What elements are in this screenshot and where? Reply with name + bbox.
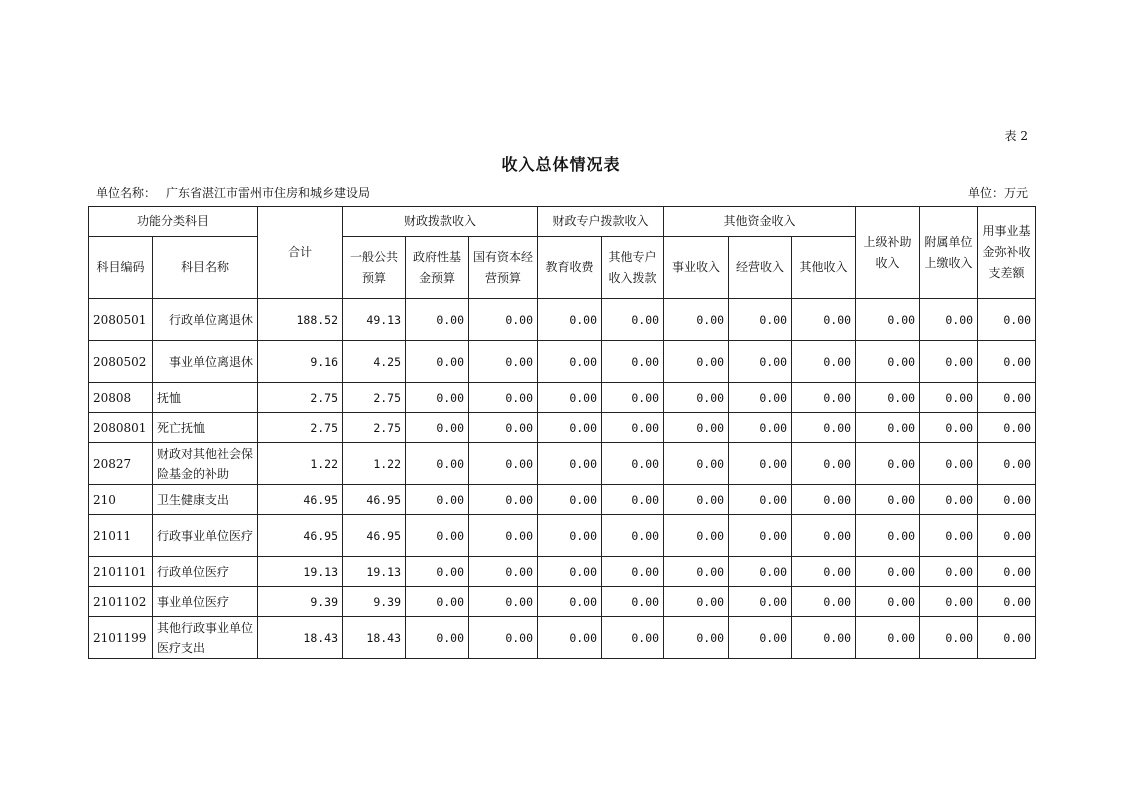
- row-value: 0.00: [729, 515, 792, 557]
- row-value: 0.00: [856, 557, 920, 587]
- row-value: 2.75: [343, 413, 406, 443]
- row-value: 0.00: [978, 443, 1036, 485]
- header-fiscal-special: 财政专户拨款收入: [538, 207, 664, 237]
- row-value: 0.00: [978, 485, 1036, 515]
- header-name: 科目名称: [153, 237, 258, 299]
- row-value: 19.13: [258, 557, 343, 587]
- row-value: 0.00: [729, 383, 792, 413]
- row-value: 0.00: [920, 617, 978, 659]
- row-value: 0.00: [664, 587, 729, 617]
- header-superior-subsidy: 上级补助收入: [856, 207, 920, 299]
- header-row-1: [89, 207, 1036, 237]
- table-row: [89, 485, 1036, 515]
- row-value: 188.52: [258, 299, 343, 341]
- row-value: 0.00: [602, 413, 664, 443]
- table-row: [89, 557, 1036, 587]
- row-value: 0.00: [856, 485, 920, 515]
- row-value: 0.00: [602, 443, 664, 485]
- row-value: 0.00: [538, 413, 602, 443]
- row-value: 0.00: [729, 413, 792, 443]
- row-value: 0.00: [729, 341, 792, 383]
- row-value: 0.00: [856, 443, 920, 485]
- row-value: 0.00: [538, 443, 602, 485]
- row-value: 0.00: [602, 383, 664, 413]
- row-value: 0.00: [729, 557, 792, 587]
- header-other-special: 其他专户收入拨款: [602, 237, 664, 299]
- row-value: 0.00: [406, 341, 469, 383]
- row-value: 0.00: [729, 587, 792, 617]
- row-value: 0.00: [664, 485, 729, 515]
- row-value: 46.95: [343, 515, 406, 557]
- header-fiscal-allocation: 财政拨款收入: [343, 207, 538, 237]
- row-value: 0.00: [856, 299, 920, 341]
- table-row: [89, 443, 1036, 485]
- row-value: 9.39: [343, 587, 406, 617]
- row-value: 0.00: [729, 617, 792, 659]
- row-value: 0.00: [856, 617, 920, 659]
- header-gov-fund: 政府性基金预算: [406, 237, 469, 299]
- row-code: 21011: [89, 515, 153, 557]
- header-reserve-fund: 用事业基金弥补收支差额: [978, 207, 1036, 299]
- row-value: 0.00: [978, 299, 1036, 341]
- row-name: 财政对其他社会保险基金的补助: [153, 443, 258, 485]
- table-row: [89, 383, 1036, 413]
- row-value: 0.00: [469, 485, 538, 515]
- row-value: 0.00: [792, 383, 856, 413]
- row-value: 0.00: [664, 515, 729, 557]
- row-value: 1.22: [258, 443, 343, 485]
- row-value: 0.00: [792, 617, 856, 659]
- row-value: 0.00: [978, 557, 1036, 587]
- row-code: 2101102: [89, 587, 153, 617]
- table-row: [89, 413, 1036, 443]
- row-value: 0.00: [538, 617, 602, 659]
- row-value: 0.00: [664, 299, 729, 341]
- row-code: 210: [89, 485, 153, 515]
- row-value: 0.00: [406, 587, 469, 617]
- row-value: 0.00: [602, 485, 664, 515]
- header-total: 合计: [258, 207, 343, 299]
- table-row: [89, 587, 1036, 617]
- row-value: 0.00: [469, 413, 538, 443]
- row-code: 20827: [89, 443, 153, 485]
- row-value: 18.43: [343, 617, 406, 659]
- table-number: 表 2: [1004, 129, 1028, 143]
- row-value: 0.00: [856, 587, 920, 617]
- row-value: 0.00: [978, 413, 1036, 443]
- row-value: 19.13: [343, 557, 406, 587]
- row-value: 0.00: [664, 341, 729, 383]
- header-state-capital: 国有资本经营预算: [469, 237, 538, 299]
- row-value: 0.00: [792, 485, 856, 515]
- row-value: 0.00: [978, 617, 1036, 659]
- unit-name-value: 广东省湛江市雷州市住房和城乡建设局: [166, 186, 371, 200]
- unit-name-label: 单位名称：: [96, 186, 157, 200]
- table-row: [89, 341, 1036, 383]
- row-value: 0.00: [920, 515, 978, 557]
- row-value: 0.00: [920, 443, 978, 485]
- row-value: 0.00: [664, 383, 729, 413]
- row-value: 0.00: [469, 557, 538, 587]
- row-value: 0.00: [406, 383, 469, 413]
- row-value: 0.00: [920, 299, 978, 341]
- row-value: 0.00: [792, 413, 856, 443]
- header-func-category: 功能分类科目: [89, 207, 258, 237]
- row-value: 9.16: [258, 341, 343, 383]
- row-value: 2.75: [258, 383, 343, 413]
- row-value: 0.00: [406, 413, 469, 443]
- row-value: 0.00: [978, 383, 1036, 413]
- row-value: 2.75: [343, 383, 406, 413]
- row-value: 0.00: [978, 341, 1036, 383]
- row-code: 20808: [89, 383, 153, 413]
- row-value: 0.00: [792, 299, 856, 341]
- row-value: 0.00: [978, 515, 1036, 557]
- row-value: 0.00: [602, 341, 664, 383]
- row-value: 0.00: [920, 587, 978, 617]
- row-name: 行政单位离退休: [153, 299, 258, 341]
- row-value: 0.00: [406, 515, 469, 557]
- row-value: 0.00: [792, 443, 856, 485]
- row-name: 抚恤: [153, 383, 258, 413]
- page-title: 收入总体情况表: [501, 155, 621, 174]
- row-value: 0.00: [920, 485, 978, 515]
- row-name: 卫生健康支出: [153, 485, 258, 515]
- row-value: 0.00: [920, 341, 978, 383]
- row-value: 46.95: [343, 485, 406, 515]
- row-value: 0.00: [538, 587, 602, 617]
- row-value: 9.39: [258, 587, 343, 617]
- table-header: [89, 207, 1036, 299]
- row-value: 0.00: [920, 383, 978, 413]
- header-other-funds: 其他资金收入: [664, 207, 856, 237]
- header-business-income: 事业收入: [664, 237, 729, 299]
- row-value: 0.00: [792, 557, 856, 587]
- row-value: 0.00: [469, 515, 538, 557]
- row-value: 46.95: [258, 515, 343, 557]
- row-value: 0.00: [856, 413, 920, 443]
- row-name: 死亡抚恤: [153, 413, 258, 443]
- row-code: 2080501: [89, 299, 153, 341]
- row-value: 0.00: [469, 443, 538, 485]
- row-code: 2101199: [89, 617, 153, 659]
- row-value: 0.00: [602, 557, 664, 587]
- row-value: 0.00: [538, 383, 602, 413]
- row-value: 18.43: [258, 617, 343, 659]
- header-operating-income: 经营收入: [729, 237, 792, 299]
- row-value: 49.13: [343, 299, 406, 341]
- row-value: 0.00: [664, 413, 729, 443]
- table-row: [89, 299, 1036, 341]
- row-value: 1.22: [343, 443, 406, 485]
- row-value: 46.95: [258, 485, 343, 515]
- row-code: 2101101: [89, 557, 153, 587]
- row-value: 4.25: [343, 341, 406, 383]
- row-value: 0.00: [469, 587, 538, 617]
- row-value: 0.00: [729, 443, 792, 485]
- unit-name-block: [96, 184, 370, 201]
- header-affiliated-remit: 附属单位上缴收入: [920, 207, 978, 299]
- row-value: 0.00: [856, 341, 920, 383]
- row-value: 0.00: [602, 587, 664, 617]
- row-value: 0.00: [538, 341, 602, 383]
- row-value: 0.00: [469, 617, 538, 659]
- row-name: 事业单位离退休: [153, 341, 258, 383]
- row-value: 0.00: [920, 557, 978, 587]
- row-code: 2080801: [89, 413, 153, 443]
- row-value: 0.00: [729, 485, 792, 515]
- table-body: [89, 299, 1036, 659]
- row-value: 0.00: [406, 299, 469, 341]
- income-summary-table: [88, 206, 1036, 659]
- row-name: 行政事业单位医疗: [153, 515, 258, 557]
- row-value: 0.00: [729, 299, 792, 341]
- row-value: 0.00: [406, 443, 469, 485]
- row-value: 0.00: [664, 617, 729, 659]
- row-value: 0.00: [664, 443, 729, 485]
- header-other-income: 其他收入: [792, 237, 856, 299]
- row-value: 0.00: [469, 299, 538, 341]
- row-value: 0.00: [602, 617, 664, 659]
- row-value: 0.00: [602, 299, 664, 341]
- header-education-fee: 教育收费: [538, 237, 602, 299]
- row-value: 0.00: [538, 299, 602, 341]
- row-code: 2080502: [89, 341, 153, 383]
- row-value: 0.00: [538, 557, 602, 587]
- row-name: 其他行政事业单位医疗支出: [153, 617, 258, 659]
- row-value: 0.00: [602, 515, 664, 557]
- row-value: 0.00: [469, 383, 538, 413]
- row-value: 0.00: [920, 413, 978, 443]
- header-code: 科目编码: [89, 237, 153, 299]
- row-value: 2.75: [258, 413, 343, 443]
- row-value: 0.00: [664, 557, 729, 587]
- table-row: [89, 515, 1036, 557]
- row-value: 0.00: [856, 383, 920, 413]
- row-name: 事业单位医疗: [153, 587, 258, 617]
- row-value: 0.00: [856, 515, 920, 557]
- currency-unit: 单位：万元: [967, 186, 1028, 200]
- header-general-budget: 一般公共预算: [343, 237, 406, 299]
- row-value: 0.00: [469, 341, 538, 383]
- row-value: 0.00: [406, 617, 469, 659]
- row-value: 0.00: [406, 557, 469, 587]
- row-value: 0.00: [978, 587, 1036, 617]
- row-value: 0.00: [792, 341, 856, 383]
- row-name: 行政单位医疗: [153, 557, 258, 587]
- row-value: 0.00: [406, 485, 469, 515]
- row-value: 0.00: [538, 485, 602, 515]
- row-value: 0.00: [792, 587, 856, 617]
- row-value: 0.00: [792, 515, 856, 557]
- row-value: 0.00: [538, 515, 602, 557]
- table-row: [89, 617, 1036, 659]
